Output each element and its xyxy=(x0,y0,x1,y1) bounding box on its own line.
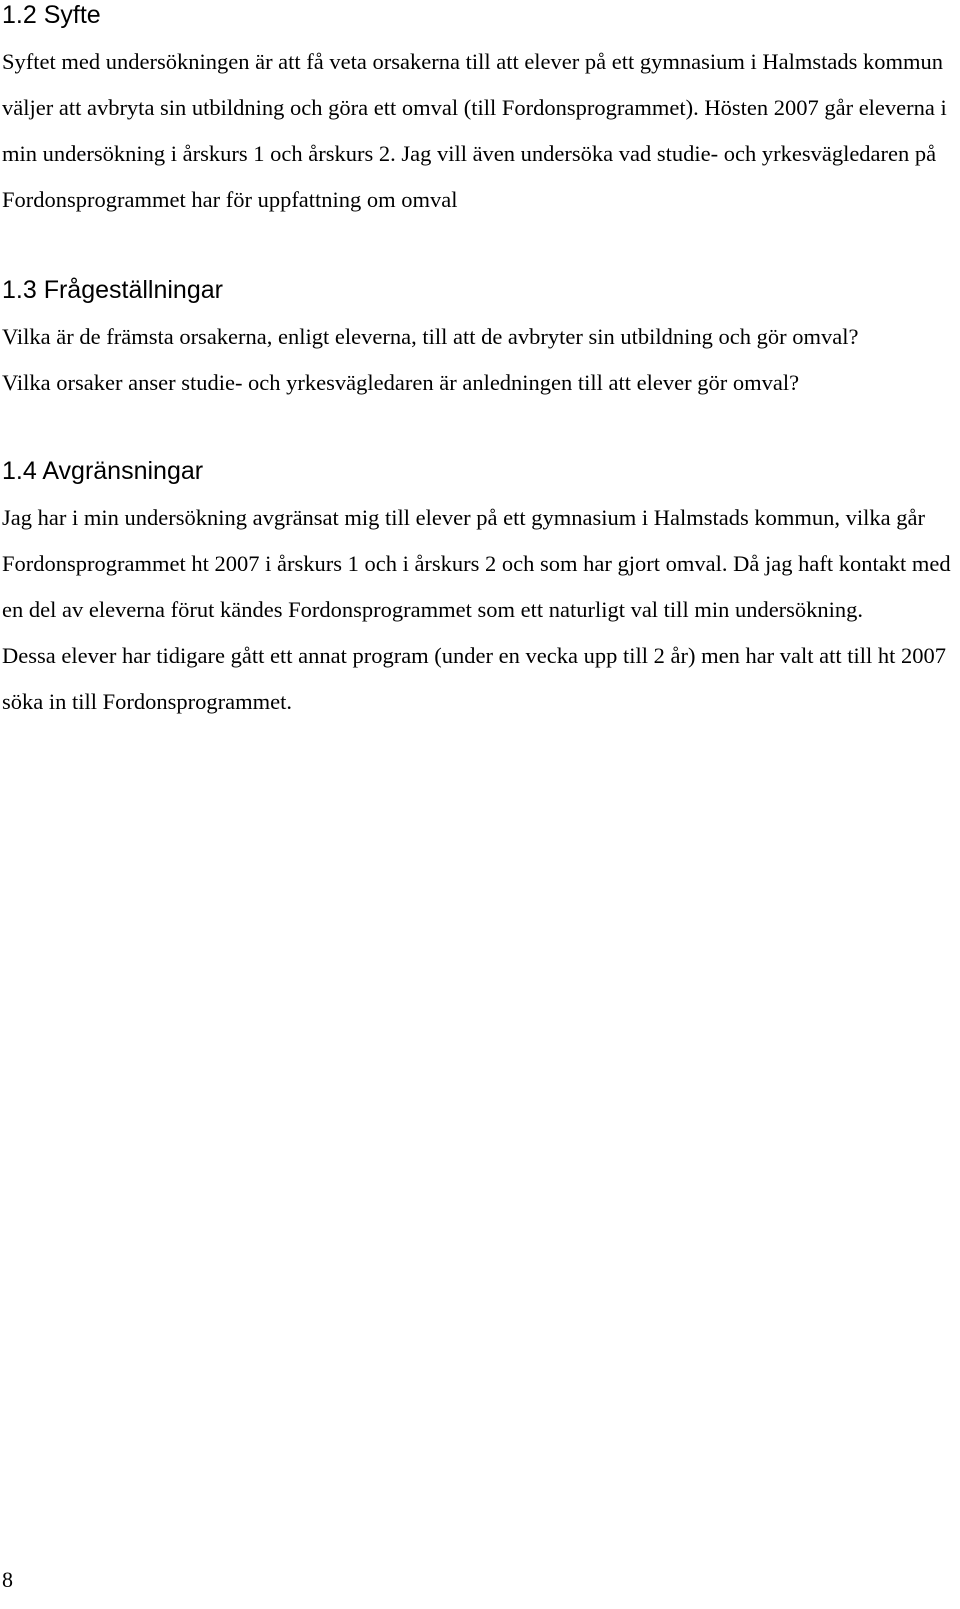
section-heading-avgransningar: 1.4 Avgränsningar xyxy=(2,457,204,485)
paragraph-avgransningar-1: Jag har i min undersökning avgränsat mig till elever på ett gymnasium i Halmstads kommun, vilka går Fordonsprogrammet ht 2007 i årskurs 1 och i årskurs 2 och som har gjort omval. Då jag haft kontakt med en del av eleverna förut kändes Fordonsprogrammet som ett naturligt val till min undersökning. xyxy=(2,505,951,622)
paragraph-avgransningar-2: Dessa elever har tidigare gått ett annat program (under en vecka upp till 2 år) men har valt att till ht 2007 söka in till Fordonsprogrammet. xyxy=(2,643,947,714)
section-heading-syfte: 1.2 Syfte xyxy=(2,1,101,29)
paragraph-syfte: Syftet med undersökningen är att få veta orsakerna till att elever på ett gymnasium i Halmstads kommun väljer att avbryta sin utbildning och göra ett omval (till Fordonsprogrammet). Hösten 2007 går eleverna i min undersökning i årskurs 1 och årskurs 2. Jag vill även undersöka vad studie- och yrkesvägledaren på Fordonsprogrammet har för uppfattning om omval xyxy=(2,49,947,212)
section-heading-fragestallningar: 1.3 Frågeställningar xyxy=(2,276,223,304)
question-2: Vilka orsaker anser studie- och yrkesvägledaren är anledningen till att elever gör omval? xyxy=(2,370,800,395)
document-page xyxy=(2,0,954,725)
page-number: 8 xyxy=(2,1567,13,1592)
question-1: Vilka är de främsta orsakerna, enligt eleverna, till att de avbryter sin utbildning och gör omval? xyxy=(2,324,859,349)
